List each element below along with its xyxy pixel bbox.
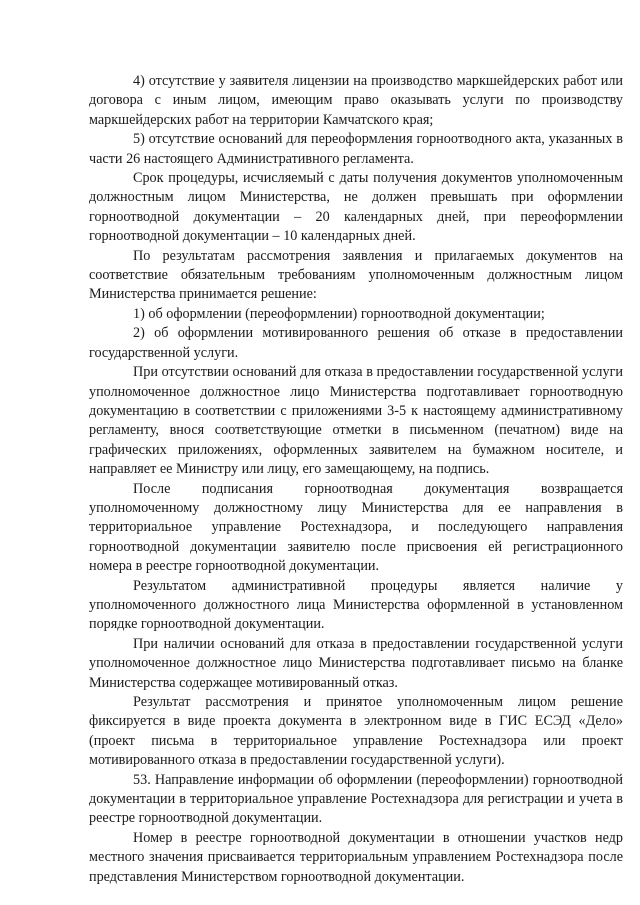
paragraph-result-fixation: Результат рассмотрения и принятое уполномоченным лицом решение фиксируется в виде проекта документа в электронном виде в ГИС ЕСЭД «Дело» (проект письма в территориальное управление Ростехнадзора или проект мотивированного отказа в предоставлении государственной услуги). xyxy=(89,694,623,769)
paragraph-procedure-result: Результатом административной процедуры является наличие у уполномоченного должностного лица Министерства оформленной в установленном порядке горноотводной документации. xyxy=(89,577,623,633)
paragraph-decision-2: 2) об оформлении мотивированного решения об отказе в предоставлении государственной услуги. xyxy=(89,325,623,361)
paragraph-procedure-term: Срок процедуры, исчисляемый с даты получения документов уполномоченным должностным лицом Министерства, не должен превышать при оформлении горноотводной документации – 20 календарных дней, при переоформлении горноотводной документации – 10 календарных дней. xyxy=(89,170,623,245)
paragraph-item-5: 5) отсутствие оснований для переоформления горноотводного акта, указанных в части 26 настоящего Административного регламента. xyxy=(89,131,623,167)
paragraph-no-refusal: При отсутствии оснований для отказа в предоставлении государственной услуги уполномоченное должностное лицо Министерства подготавливает горноотводную документацию в соответствии с приложениями 3-5 к настоящему административному регламенту, внося соответствующие отметки в письменном (печатном) виде на графических приложениях, оформленных заявителем на бумажном носителе, и направляет ее Министру или лицу, его замещающему, на подпись. xyxy=(89,364,623,478)
paragraph-decision-intro: По результатам рассмотрения заявления и прилагаемых документов на соответствие обязательным требованиям уполномоченным должностным лицом Министерства принимается решение: xyxy=(89,247,623,303)
paragraph-refusal: При наличии оснований для отказа в предоставлении государственной услуги уполномоченное должностное лицо Министерства подготавливает письмо на бланке Министерства содержащее мотивированный отказ. xyxy=(89,635,623,691)
paragraph-after-signing: После подписания горноотводная документация возвращается уполномоченному должностному лицу Министерства для ее направления в территориальное управление Ростехнадзора, и последующего направления горноотводной документации заявителю после присвоения ей регистрационного номера в реестре горноотводной документации. xyxy=(89,480,623,575)
paragraph-decision-1: 1) об оформлении (переоформлении) горноотводной документации; xyxy=(133,305,545,322)
paragraph-registry-number: Номер в реестре горноотводной документации в отношении участков недр местного значения присваивается территориальным управлением Ростехнадзора после представления Министерством горноотводной документации. xyxy=(89,829,623,885)
paragraph-item-53: 53. Направление информации об оформлении (переоформлении) горноотводной документации в территориальное управление Ростехнадзора для регистрации и учета в реестре горноотводной документации. xyxy=(89,771,623,827)
document-page xyxy=(89,72,623,887)
paragraph-item-4: 4) отсутствие у заявителя лицензии на производство маркшейдерских работ или договора с иным лицом, имеющим право оказывать услуги по производству маркшейдерских работ на территории Камчатского края; xyxy=(89,73,623,128)
